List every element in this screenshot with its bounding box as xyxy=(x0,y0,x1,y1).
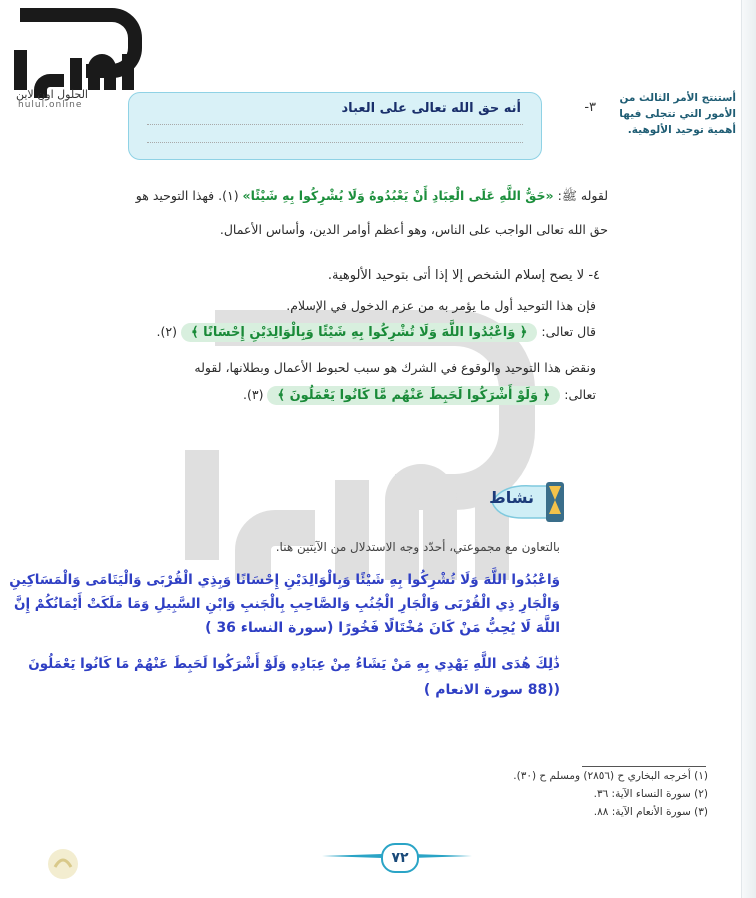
paragraph-text: قال تعالى: xyxy=(537,324,596,339)
footnote: (٢) سورة النساء الآية: ٣٦. xyxy=(593,788,708,800)
quran-verse: ﴿ وَاعْبُدُوا اللَّهَ وَلَا تُشْرِكُوا بِهِ شَيْئًا وَبِالْوَالِدَيْنِ إِحْسَانًا ﴾ xyxy=(181,323,537,342)
answer-line: اللَّهَ لَا يُحِبُّ مَنْ كَانَ مُخْتَالًا فَخُورًا (سورة النساء 36 ) xyxy=(205,620,560,636)
paragraph-text: (٣). xyxy=(242,387,268,402)
paragraph-text: (١). فهذا التوحيد هو xyxy=(135,188,243,203)
paragraph-hadith xyxy=(136,188,608,207)
answer-line: وَالْجَارِ ذِي الْقُرْبَى وَالْجَارِ الْجُنُبِ وَالصَّاحِبِ بِالْجَنبِ وَابْنِ السَّبِيلِ وَمَا مَلَكَتْ أَيْمَانُكُمْ إِنَّ xyxy=(13,596,560,612)
paragraph-verse-1 xyxy=(157,323,596,342)
footnote: (٣) سورة الأنعام الآية: ٨٨. xyxy=(593,806,708,818)
answer-text: أنه حق الله تعالى على العباد xyxy=(341,101,521,116)
paragraph-text: لقوله ﷺ: xyxy=(553,188,608,203)
paragraph-line: حق الله تعالى الواجب على الناس، وهو أعظم أوامر الدين، وأساس الأعمال. xyxy=(219,222,608,237)
answer-box xyxy=(128,92,542,160)
answer-line: ذَٰلِكَ هُدَى اللَّهِ يَهْدِي بِهِ مَنْ يَشَاءُ مِنْ عِبَادِهِ وَلَوْ أَشْرَكُوا لَحَبِطَ عَنْهُمْ مَا كَانُوا يَعْمَلُونَ xyxy=(28,656,560,672)
footnote-divider xyxy=(582,766,706,767)
dotted-line xyxy=(147,123,523,125)
answer-line: وَاعْبُدُوا اللَّهَ وَلَا تُشْرِكُوا بِهِ شَيْئًا وَبِالْوَالِدَيْنِ إِحْسَانًا وَبِذِي الْقُرْبَى وَالْيَتَامَى وَالْمَسَاكِينِ xyxy=(9,572,560,588)
quran-verse: ﴿ وَلَوْ أَشْرَكُوا لَحَبِطَ عَنْهُم مَّا كَانُوا يَعْمَلُونَ ﴾ xyxy=(267,386,560,405)
page-binding xyxy=(741,0,756,898)
footnote: (١) أخرجه البخاري ح (٢٨٥٦) ومسلم ح (٣٠). xyxy=(513,770,708,782)
dotted-line xyxy=(147,141,523,143)
point-four: ٤- لا يصح إسلام الشخص إلا إذا أتى بتوحيد الألوهية. xyxy=(327,268,600,283)
paragraph-line: ونقض هذا التوحيد والوقوع في الشرك هو سبب لحبوط الأعمال وبطلانها، لقوله xyxy=(194,360,596,375)
paragraph-text: (٢). xyxy=(156,324,181,339)
paragraph-line: فإن هذا التوحيد أول ما يؤمر به من عزم الدخول في الإسلام. xyxy=(286,298,596,313)
answer-line: ((88 سورة الانعام ) xyxy=(423,682,560,698)
logo-latin-text: hulul.online xyxy=(18,100,83,110)
logo-arabic-text: الحلول اون لاين xyxy=(16,88,88,101)
paragraph-verse-2 xyxy=(243,386,596,405)
hourglass-icon xyxy=(546,482,564,522)
question-number: ٣- xyxy=(584,100,596,115)
hadith-quote: «حَقُّ اللَّهِ عَلَى الْعِبَادِ أَنْ يَعْبُدُوهُ وَلَا يُشْرِكُوا بِهِ شَيْئًا» xyxy=(242,188,554,203)
activity-label: نشاط xyxy=(489,488,534,507)
side-note: أستنتج الأمر الثالث من الأمور التي تتجلى فيها أهمية توحيد الألوهية. xyxy=(619,92,736,136)
page-number: ٧٢ xyxy=(381,843,419,873)
corner-ornament-icon xyxy=(46,845,80,883)
paragraph-text: تعالى: xyxy=(560,387,596,402)
activity-instruction: بالتعاون مع مجموعتي، أحدّد وجه الاستدلال من الآيتين هنا. xyxy=(275,540,560,554)
